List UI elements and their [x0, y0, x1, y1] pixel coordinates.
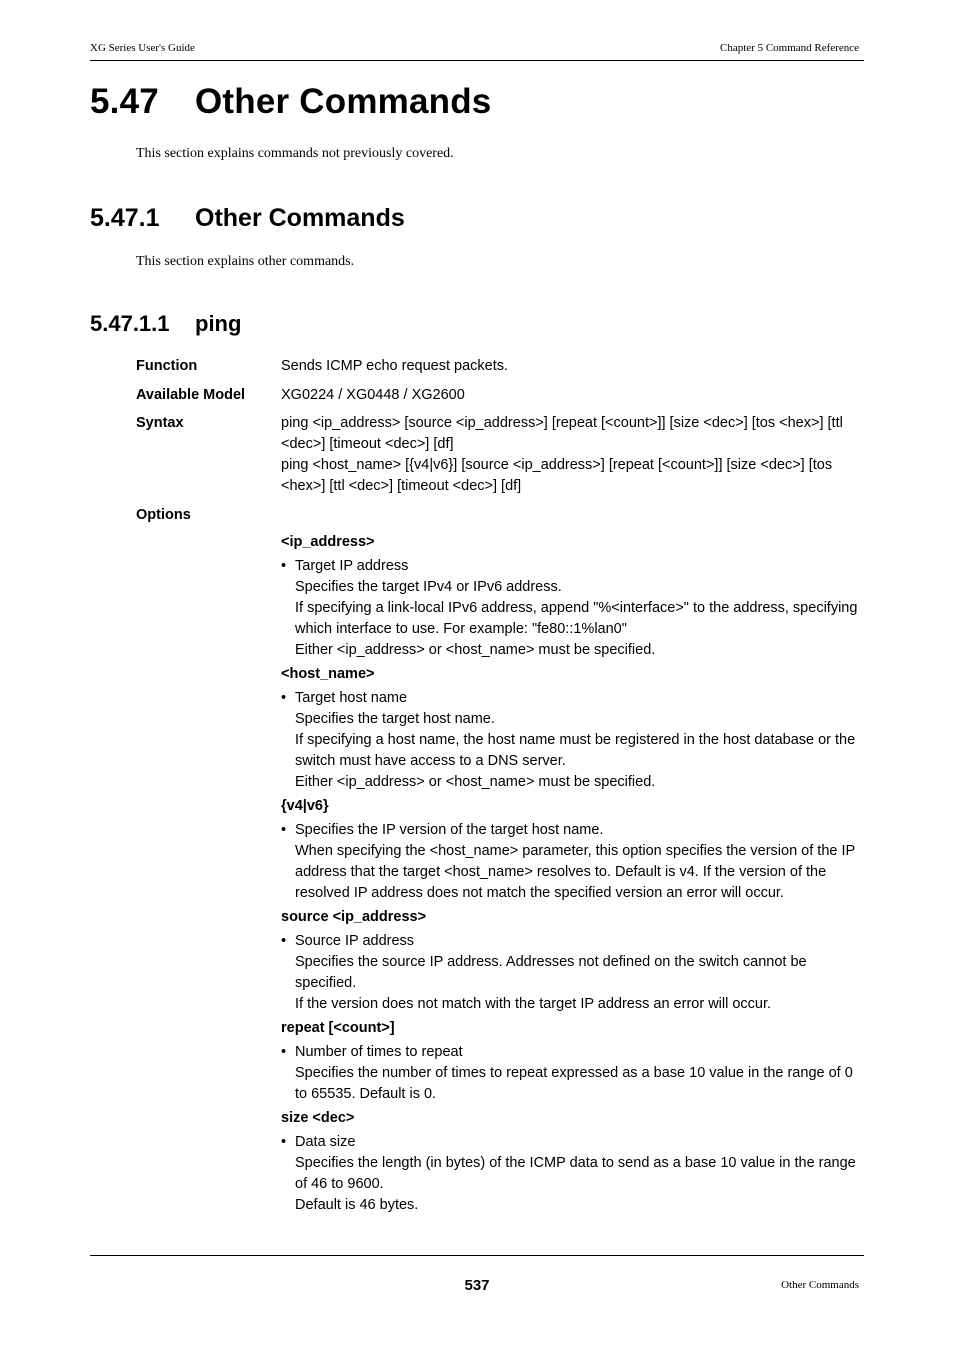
section-intro: This section explains commands not previously covered. — [136, 146, 454, 161]
option-line: Specifies the source IP address. Addresses not defined on the switch cannot be specified. — [295, 954, 807, 991]
option-description — [281, 820, 861, 904]
option-line: If specifying a host name, the host name must be registered in the host database or the switch must have access to a DNS server. — [295, 732, 856, 769]
bullet-icon: • — [281, 822, 287, 838]
available-model-value: XG0224 / XG0448 / XG2600 — [281, 387, 465, 403]
running-header-left: XG Series User's Guide — [90, 42, 195, 54]
subsection-title: Other Commands — [195, 204, 405, 232]
command-number: 5.47.1.1 — [90, 311, 170, 336]
option-line: Data size — [295, 1134, 356, 1150]
page-number: 537 — [464, 1277, 490, 1294]
option-block — [281, 1018, 861, 1105]
section-number: 5.47 — [90, 82, 159, 121]
bullet-icon: • — [281, 1044, 287, 1060]
running-header-right: Chapter 5 Command Reference — [720, 42, 859, 54]
option-description — [281, 1042, 861, 1105]
bullet-icon: • — [281, 690, 287, 706]
available-model-label: Available Model — [136, 387, 246, 403]
subsection-number: 5.47.1 — [90, 204, 160, 232]
option-line: Number of times to repeat — [295, 1044, 463, 1060]
section-title: Other Commands — [195, 82, 492, 121]
options-list — [281, 532, 861, 1219]
option-line: Specifies the length (in bytes) of the ICMP data to send as a base 10 value in the range of 46 to 9600. — [295, 1155, 856, 1192]
footer-rule — [90, 1255, 864, 1256]
option-description — [281, 556, 861, 661]
option-description — [281, 688, 861, 793]
option-title: size <dec> — [281, 1110, 355, 1126]
option-block — [281, 796, 861, 904]
bullet-icon: • — [281, 558, 287, 574]
option-line: Specifies the number of times to repeat expressed as a base 10 value in the range of 0 to 65535. Default is 0. — [295, 1065, 853, 1102]
option-line: Target host name — [295, 690, 408, 706]
option-line: Target IP address — [295, 558, 409, 574]
function-value: Sends ICMP echo request packets. — [281, 358, 509, 374]
section-heading — [90, 82, 491, 122]
bullet-icon: • — [281, 1134, 287, 1150]
header-rule — [90, 60, 864, 61]
option-line: Specifies the IP version of the target host name. — [295, 822, 604, 838]
option-title: <ip_address> — [281, 534, 375, 550]
option-block — [281, 907, 861, 1015]
command-title: ping — [195, 311, 242, 336]
option-title: source <ip_address> — [281, 909, 427, 925]
option-line: If the version does not match with the target IP address an error will occur. — [295, 996, 772, 1012]
option-title: repeat [<count>] — [281, 1020, 395, 1036]
option-line: Source IP address — [295, 933, 415, 949]
syntax-value — [281, 413, 861, 497]
option-title: <host_name> — [281, 666, 375, 682]
command-heading — [90, 311, 241, 337]
option-line: If specifying a link-local IPv6 address, append "%<interface>" to the address, specifying which interface to use. For example: "fe80::1%lan0" — [295, 600, 858, 637]
option-description — [281, 931, 861, 1015]
option-line: When specifying the <host_name> parameter, this option specifies the version of the IP address that the target <host_name> resolves to. Default is v4. If the version of the resolved IP address does not match the specified version an error will occur. — [295, 843, 855, 901]
syntax-line-ip: ping <ip_address> [source <ip_address>] [repeat [<count>]] [size <dec>] [tos <hex>] [ttl <dec>] [timeout <dec>] [df] — [281, 415, 843, 452]
syntax-label: Syntax — [136, 415, 184, 431]
syntax-line-host: ping <host_name> [{v4|v6}] [source <ip_address>] [repeat [<count>]] [size <dec>] [tos <hex>] [ttl <dec>] [timeout <dec>] [df] — [281, 457, 833, 494]
option-block — [281, 664, 861, 793]
option-line: Either <ip_address> or <host_name> must be specified. — [295, 642, 656, 658]
running-footer-right: Other Commands — [781, 1279, 859, 1291]
option-block — [281, 1108, 861, 1216]
function-label: Function — [136, 358, 198, 374]
option-line: Specifies the target IPv4 or IPv6 address. — [295, 579, 562, 595]
option-block — [281, 532, 861, 661]
option-description — [281, 1132, 861, 1216]
options-label: Options — [136, 507, 191, 523]
option-line: Specifies the target host name. — [295, 711, 495, 727]
bullet-icon: • — [281, 933, 287, 949]
option-line: Either <ip_address> or <host_name> must be specified. — [295, 774, 656, 790]
option-title: {v4|v6} — [281, 798, 329, 814]
subsection-heading — [90, 204, 405, 233]
option-line: Default is 46 bytes. — [295, 1197, 419, 1213]
subsection-intro: This section explains other commands. — [136, 254, 355, 269]
